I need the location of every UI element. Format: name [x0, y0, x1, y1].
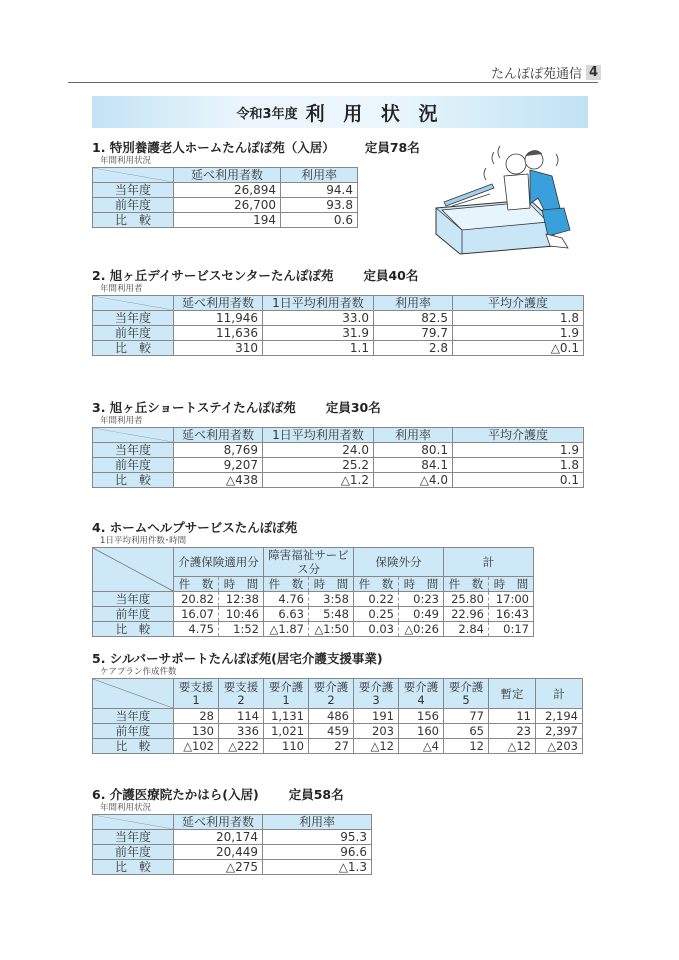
cell: △12 [489, 739, 536, 754]
corner-cell [93, 815, 174, 830]
row-label: 当年度 [93, 443, 174, 458]
cell: △275 [174, 860, 263, 875]
sub-header: 件 数 [444, 577, 489, 592]
cell: 95.3 [263, 830, 372, 845]
cell: 6.63 [264, 607, 309, 622]
cell: 114 [219, 709, 264, 724]
cell: 10:46 [219, 607, 264, 622]
sub-header: 件 数 [264, 577, 309, 592]
col-header: 1日平均利用者数 [263, 428, 374, 443]
cell: 0.03 [354, 622, 399, 637]
cell: 23 [489, 724, 536, 739]
table-caption: 年間利用者 [100, 284, 143, 294]
cell: 0:49 [399, 607, 444, 622]
table-caption: ケアプラン作成件数 [100, 667, 177, 677]
section-title [92, 651, 583, 667]
table-row [93, 458, 584, 473]
cell: 1.9 [453, 326, 584, 341]
corner-cell [93, 168, 174, 183]
table-caption: 1日平均利用件数･時間 [100, 536, 187, 546]
table-row [93, 724, 583, 739]
cell: 20,174 [174, 830, 263, 845]
col-header: 平均介護度 [453, 296, 584, 311]
table-row [93, 311, 584, 326]
cell: 2.84 [444, 622, 489, 637]
cell: 2.8 [374, 341, 453, 356]
cell: △1.3 [263, 860, 372, 875]
capacity: 定員78名 [364, 140, 420, 155]
section-name: 6. 介護医療院たかはら(入居) [92, 787, 259, 802]
cell: △0:26 [399, 622, 444, 637]
section-title [92, 400, 584, 416]
usage-table-3 [92, 427, 584, 488]
cell: 84.1 [374, 458, 453, 473]
cell: △4 [399, 739, 444, 754]
table-row [93, 739, 583, 754]
cell: 1,021 [264, 724, 309, 739]
bath-care-illustration [430, 138, 582, 256]
table-row [93, 183, 358, 198]
table-row [93, 860, 372, 875]
row-label: 当年度 [93, 311, 174, 326]
cell: 4.76 [264, 592, 309, 607]
corner-cell [93, 548, 174, 592]
table-row [93, 341, 584, 356]
care-plan-table [92, 678, 583, 754]
cell: 0:23 [399, 592, 444, 607]
banner-title: 利 用 状 況 [305, 102, 444, 125]
cell: 26,894 [174, 183, 281, 198]
cell: △222 [219, 739, 264, 754]
row-label: 当年度 [93, 709, 174, 724]
row-label: 前年度 [93, 607, 174, 622]
col-header: 要介護 1 [264, 679, 309, 709]
row-label: 比 較 [93, 622, 174, 637]
cell: 94.4 [281, 183, 358, 198]
cell: 65 [444, 724, 489, 739]
cell: 12:38 [219, 592, 264, 607]
table-row [93, 845, 372, 860]
cell: 1:52 [219, 622, 264, 637]
cell: 2,194 [536, 709, 583, 724]
cell: 11 [489, 709, 536, 724]
cell: 0.22 [354, 592, 399, 607]
col-header: 要支援 2 [219, 679, 264, 709]
row-label: 前年度 [93, 326, 174, 341]
cell: 20,449 [174, 845, 263, 860]
cell: 33.0 [263, 311, 374, 326]
cell: 0.1 [453, 473, 584, 488]
cell: 1.9 [453, 443, 584, 458]
section-6 [92, 787, 372, 875]
cell: 130 [174, 724, 219, 739]
cell: △102 [174, 739, 219, 754]
section-title [92, 268, 584, 284]
header-rule [68, 82, 598, 83]
section-1 [92, 140, 420, 228]
table-row [93, 473, 584, 488]
row-label: 比 較 [93, 341, 174, 356]
col-header: 計 [536, 679, 583, 709]
cell: 0:17 [489, 622, 534, 637]
col-header: 要支援 1 [174, 679, 219, 709]
title-banner [92, 96, 588, 128]
sub-header: 時 間 [219, 577, 264, 592]
row-label: 前年度 [93, 458, 174, 473]
cell: 203 [354, 724, 399, 739]
col-header: 利用率 [281, 168, 358, 183]
cell: 1.1 [263, 341, 374, 356]
cell: 27 [309, 739, 354, 754]
cell: 0.6 [281, 213, 358, 228]
corner-cell [93, 679, 174, 709]
section-2 [92, 268, 584, 356]
table-caption: 年間利用状況 [100, 156, 152, 166]
corner-cell [93, 296, 174, 311]
cell: △438 [174, 473, 263, 488]
col-header: 延べ利用者数 [174, 428, 263, 443]
row-label: 比 較 [93, 860, 174, 875]
col-header: 延べ利用者数 [174, 296, 263, 311]
cell: 0.25 [354, 607, 399, 622]
cell: 79.7 [374, 326, 453, 341]
table-row [93, 198, 358, 213]
cell: △4.0 [374, 473, 453, 488]
col-header: 要介護 2 [309, 679, 354, 709]
cell: 22.96 [444, 607, 489, 622]
cell: 26,700 [174, 198, 281, 213]
usage-table-1 [92, 167, 358, 228]
cell: 20.82 [174, 592, 219, 607]
corner-cell [93, 428, 174, 443]
row-label: 前年度 [93, 845, 174, 860]
col-header: 要介護 5 [444, 679, 489, 709]
col-header: 利用率 [263, 815, 372, 830]
sub-header: 時 間 [489, 577, 534, 592]
cell: 3:58 [309, 592, 354, 607]
table-row [93, 326, 584, 341]
row-label: 当年度 [93, 592, 174, 607]
cell: 110 [264, 739, 309, 754]
usage-table-6 [92, 814, 372, 875]
sub-header: 時 間 [309, 577, 354, 592]
row-label: 当年度 [93, 830, 174, 845]
capacity: 定員30名 [325, 400, 381, 415]
table-row [93, 709, 583, 724]
cell: 156 [399, 709, 444, 724]
sub-header: 時 間 [399, 577, 444, 592]
cell: 336 [219, 724, 264, 739]
row-label: 比 較 [93, 213, 174, 228]
col-header: 延べ利用者数 [174, 815, 263, 830]
cell: 11,636 [174, 326, 263, 341]
section-name: 4. ホームヘルプサービスたんぽぽ苑 [92, 520, 298, 535]
cell: 9,207 [174, 458, 263, 473]
row-label: 前年度 [93, 198, 174, 213]
cell: △12 [354, 739, 399, 754]
table-row [93, 213, 358, 228]
section-3 [92, 400, 584, 488]
col-header: 要介護 3 [354, 679, 399, 709]
cell: 1.8 [453, 458, 584, 473]
table-caption: 年間利用状況 [100, 803, 152, 813]
table-row [93, 607, 534, 622]
sub-header: 件 数 [174, 577, 219, 592]
cell: 194 [174, 213, 281, 228]
sub-header: 件 数 [354, 577, 399, 592]
section-name: 1. 特別養護老人ホームたんぽぽ苑（入居） [92, 140, 335, 155]
cell: 96.6 [263, 845, 372, 860]
col-header: 利用率 [374, 428, 453, 443]
page-header [491, 63, 601, 82]
row-label: 当年度 [93, 183, 174, 198]
cell: 25.2 [263, 458, 374, 473]
section-name: 2. 旭ヶ丘デイサービスセンターたんぽぽ苑 [92, 268, 334, 283]
col-header: 要介護 4 [399, 679, 444, 709]
capacity: 定員40名 [363, 268, 419, 283]
section-name: 5. シルバーサポートたんぽぽ苑(居宅介護支援事業) [92, 651, 383, 666]
row-label: 比 較 [93, 473, 174, 488]
cell: 191 [354, 709, 399, 724]
group-header: 保険外分 [354, 548, 444, 577]
usage-table-2 [92, 295, 584, 356]
cell: 2,397 [536, 724, 583, 739]
cell: 11,946 [174, 311, 263, 326]
cell: △0.1 [453, 341, 584, 356]
col-header: 1日平均利用者数 [263, 296, 374, 311]
group-header: 障害福祉サービス分 [264, 548, 354, 577]
cell: 17:00 [489, 592, 534, 607]
col-header: 利用率 [374, 296, 453, 311]
cell: △1.2 [263, 473, 374, 488]
banner-year: 令和3年度 [236, 106, 298, 122]
cell: 16.07 [174, 607, 219, 622]
row-label: 比 較 [93, 739, 174, 754]
cell: 1,131 [264, 709, 309, 724]
cell: 25.80 [444, 592, 489, 607]
cell: 160 [399, 724, 444, 739]
table-row [93, 622, 534, 637]
cell: △1.87 [264, 622, 309, 637]
cell: 486 [309, 709, 354, 724]
section-4 [92, 520, 534, 637]
cell: 31.9 [263, 326, 374, 341]
home-help-table [92, 547, 534, 637]
section-title [92, 520, 534, 536]
col-header: 平均介護度 [453, 428, 584, 443]
cell: 82.5 [374, 311, 453, 326]
cell: 28 [174, 709, 219, 724]
cell: 310 [174, 341, 263, 356]
table-row [93, 443, 584, 458]
table-row [93, 830, 372, 845]
cell: 16:43 [489, 607, 534, 622]
capacity: 定員58名 [288, 787, 344, 802]
cell: 93.8 [281, 198, 358, 213]
table-caption: 年間利用者 [100, 416, 143, 426]
cell: 459 [309, 724, 354, 739]
cell: △203 [536, 739, 583, 754]
section-title [92, 140, 420, 156]
section-name: 3. 旭ヶ丘ショートステイたんぽぽ苑 [92, 400, 296, 415]
group-header: 計 [444, 548, 534, 577]
group-header: 介護保険適用分 [174, 548, 264, 577]
cell: 8,769 [174, 443, 263, 458]
page-number: 4 [586, 65, 601, 80]
newsletter-name: たんぽぽ苑通信 [490, 67, 582, 82]
section-title [92, 787, 372, 803]
cell: 4.75 [174, 622, 219, 637]
cell: 77 [444, 709, 489, 724]
table-row [93, 592, 534, 607]
row-label: 前年度 [93, 724, 174, 739]
cell: △1:50 [309, 622, 354, 637]
col-header: 延べ利用者数 [174, 168, 281, 183]
cell: 12 [444, 739, 489, 754]
cell: 24.0 [263, 443, 374, 458]
cell: 1.8 [453, 311, 584, 326]
cell: 5:48 [309, 607, 354, 622]
section-5 [92, 651, 583, 754]
cell: 80.1 [374, 443, 453, 458]
col-header: 暫定 [489, 679, 536, 709]
